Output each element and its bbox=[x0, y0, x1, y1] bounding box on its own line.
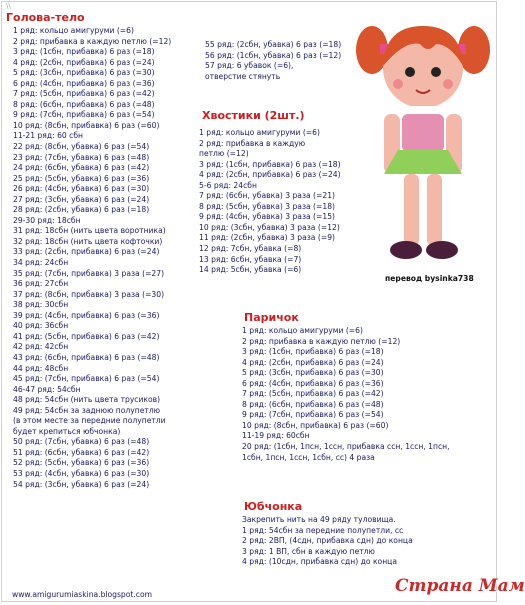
skirt-row: 3 ряд: 1 ВП, сбн в каждую петлю bbox=[242, 546, 375, 556]
head-body-row: 22 ряд: (8сбн, убавка) 6 раз (=54) bbox=[13, 142, 150, 152]
head-body-row: 33 ряд: (2сбн, прибавка) 6 раз (=24) bbox=[13, 247, 160, 257]
wig-title: Паричок bbox=[244, 311, 299, 324]
head-body-row: 42 ряд: 42сбн bbox=[13, 342, 69, 352]
ponytails-row: 13 ряд: 6сбн, убавка (=7) bbox=[199, 254, 302, 264]
head-body-row: 24 ряд: (6сбн, убавка) 6 раз (=42) bbox=[13, 163, 150, 173]
head-body-row: 8 ряд: (6сбн, прибавка) 6 раз (=48) bbox=[13, 99, 155, 109]
wig-row: 5 ряд: (3сбн, прибавка) 6 раз (=30) bbox=[242, 368, 384, 378]
doll-left-eye bbox=[405, 67, 415, 77]
head-body-row: 51 ряд: (6сбн, убавка) 6 раз (=42) bbox=[13, 447, 150, 457]
head-body-row: 39 ряд: (4сбн, прибавка) 6 раз (=36) bbox=[13, 310, 160, 320]
head-body-row: будет крепиться юбчонка) bbox=[13, 426, 121, 436]
head-body-row: 34 ряд: 24сбн bbox=[13, 258, 69, 268]
head-body-row: 35 ряд: (7сбн, прибавка) 3 раза (=27) bbox=[13, 268, 165, 278]
doll-left-cheek bbox=[393, 79, 403, 89]
wig-row: 2 ряд: прибавка в каждую петлю (=12) bbox=[242, 336, 401, 346]
head-body-row: 4 ряд: (2сбн, прибавка) 6 раз (=24) bbox=[13, 57, 155, 67]
head-body-row: 31 ряд: 18сбн (нить цвета воротника) bbox=[13, 226, 166, 236]
head-body-row: 3 ряд: (1сбн, прибавка) 6 раз (=18) bbox=[13, 47, 155, 57]
doll-right-leg bbox=[427, 174, 442, 246]
wig-row: 1сбн, 1псн, 1ссн, 1сбн, сс) 4 раза bbox=[242, 452, 375, 462]
wig-row: 8 ряд: (6сбн, прибавка) 6 раз (=48) bbox=[242, 399, 384, 409]
head-body-row: 6 ряд: (4сбн, прибавка) 6 раз (=36) bbox=[13, 78, 155, 88]
head-body-row: 26 ряд: (4сбн, убавка) 6 раз (=30) bbox=[13, 184, 150, 194]
ponytails-row: 5-6 ряд: 24сбн bbox=[199, 180, 257, 190]
ponytails-row: 8 ряд: (5сбн, убавка) 3 раза (=18) bbox=[199, 201, 335, 211]
head-body-row: 50 ряд: (7сбн, убавка) 6 раз (=48) bbox=[13, 437, 150, 447]
ponytails-row: 4 ряд: (2сбн, прибавка) 6 раз (=24) bbox=[199, 170, 341, 180]
ponytails-row: 14 ряд: 5сбн, убавка (=6) bbox=[199, 265, 302, 275]
head-body-cont-rows bbox=[205, 40, 341, 82]
ponytails-row: 11 ряд: (2сбн, убавка) 3 раза (=9) bbox=[199, 233, 335, 243]
head-body-row: 36 ряд: 27сбн bbox=[13, 279, 69, 289]
wig-rows bbox=[242, 326, 450, 463]
ponytails-row: 3 ряд: (1сбн, прибавка) 6 раз (=18) bbox=[199, 159, 341, 169]
wig-row: 10 ряд: (8сбн, прибавка) 6 раз (=60) bbox=[242, 420, 389, 430]
skirt-row: Закрепить нить на 49 ряду туловища. bbox=[242, 515, 396, 524]
wig-row: 7 ряд: (5сбн, прибавка) 6 раз (=42) bbox=[242, 389, 384, 399]
head-body-row: 37 ряд: (8сбн, прибавка) 3 раза (=30) bbox=[13, 289, 165, 299]
website-link[interactable]: www.amigurumiaskina.blogspot.com bbox=[12, 590, 153, 599]
doll-photo bbox=[350, 10, 496, 272]
ponytails-row: 10 ряд: (3сбн, убавка) 3 раза (=12) bbox=[199, 222, 340, 232]
head-body-row: 32 ряд: 18сбн (нить цвета кофточки) bbox=[13, 236, 163, 246]
corner-mark: \\ bbox=[6, 2, 11, 10]
doll-image bbox=[350, 10, 496, 272]
ponytails-row: 7 ряд: (6сбн, убавка) 3 раза (=21) bbox=[199, 191, 335, 201]
wig-row: 1 ряд: кольцо амигуруми (=6) bbox=[242, 326, 363, 335]
head-body-row: 49 ряд: 54сбн за заднюю полупетлю bbox=[13, 405, 161, 415]
doll-left-shoe bbox=[390, 241, 422, 259]
head-body-row: 23 ряд: (7сбн, убавка) 6 раз (=48) bbox=[13, 152, 150, 162]
head-body-row: 25 ряд: (5сбн, убавка) 6 раз (=36) bbox=[13, 173, 150, 183]
head-body-row: 9 ряд: (7сбн, прибавка) 6 раз (=54) bbox=[13, 110, 155, 120]
skirt-rows bbox=[242, 515, 413, 568]
wig-row: 4 ряд: (2сбн, прибавка) 6 раз (=24) bbox=[242, 357, 384, 367]
head-body-row: 11-21 ряд: 60 сбн bbox=[13, 131, 83, 141]
ponytails-row: 12 ряд: 7сбн, убавка (=8) bbox=[199, 244, 302, 254]
wig-row: 11-19 ряд: 60сбн bbox=[242, 431, 310, 441]
doll-right-shoe bbox=[426, 241, 458, 259]
head-body-row: 29-30 ряд: 18сбн bbox=[13, 215, 81, 225]
head-body-row: (в этом месте за передние полупетли bbox=[13, 416, 166, 426]
doll-top bbox=[402, 114, 444, 152]
skirt-title: Юбчонка bbox=[244, 500, 303, 513]
doll-right-cheek bbox=[443, 79, 453, 89]
doll-collar bbox=[408, 106, 438, 114]
wig-row: 6 ряд: (4сбн, прибавка) 6 раз (=36) bbox=[242, 378, 384, 388]
skirt-row: 1 ряд: 54сбн за передние полупетли, сс bbox=[242, 525, 404, 535]
head-body-row: 40 ряд: 36сбн bbox=[13, 321, 69, 331]
head-body-row: 7 ряд: (5сбн, прибавка) 6 раз (=42) bbox=[13, 89, 155, 99]
head-body-rows bbox=[13, 26, 171, 490]
head-body-cont-row: 57 ряд: 6 убавок (=6), bbox=[205, 61, 294, 71]
ponytails-row: 2 ряд: прибавка в каждую bbox=[199, 138, 306, 148]
head-body-row: 38 ряд: 30сбн bbox=[13, 300, 69, 310]
head-body-row: 52 ряд: (5сбн, убавка) 6 раз (=36) bbox=[13, 458, 150, 468]
head-body-cont-row: 55 ряд: (2сбн, убавка) 6 раз (=18) bbox=[205, 40, 342, 49]
ponytails-rows bbox=[199, 128, 341, 276]
head-body-row: 46-47 ряд: 54сбн bbox=[13, 384, 81, 394]
head-body-row: 2 ряд: прибавка в каждую петлю (=12) bbox=[13, 36, 172, 46]
head-body-cont-row: отверстие стянуть bbox=[205, 71, 281, 81]
ponytails-row: петлю (=12) bbox=[199, 149, 249, 159]
head-body-row: 1 ряд: кольцо амигуруми (=6) bbox=[13, 26, 134, 35]
head-body-row: 41 ряд: (5сбн, прибавка) 6 раз (=42) bbox=[13, 331, 160, 341]
wig-row: 9 ряд: (7сбн, прибавка) 6 раз (=54) bbox=[242, 410, 384, 420]
head-body-row: 45 ряд: (7сбн, прибавка) 6 раз (=54) bbox=[13, 374, 160, 384]
head-body-row: 10 ряд: (8сбн, прибавка) 6 раз (=60) bbox=[13, 120, 160, 130]
skirt-row: 2 ряд: 2ВП, (4сдн, прибавка сдн) до конца bbox=[242, 536, 413, 546]
head-body-row: 54 ряд: (3сбн, убавка) 6 раз (=24) bbox=[13, 479, 150, 489]
wig-row: 3 ряд: (1сбн, прибавка) 6 раз (=18) bbox=[242, 347, 384, 357]
ponytails-row: 1 ряд: кольцо амигуруми (=6) bbox=[199, 128, 320, 137]
wig-row: 20 ряд: (1сбн, 1псн, 1ссн, прибавка ссн, 1ссн, 1псн, bbox=[242, 442, 450, 452]
head-body-row: 48 ряд: 54сбн (нить цвета трусиков) bbox=[13, 395, 161, 405]
doll-right-eye bbox=[431, 67, 441, 77]
ponytails-row: 9 ряд: (4сбн, убавка) 3 раза (=15) bbox=[199, 212, 335, 222]
head-body-title: Голова-тело bbox=[6, 11, 85, 24]
head-body-cont-row: 56 ряд: (1сбн, убавка) 6 раз (=12) bbox=[205, 50, 342, 60]
ponytails-title: Хвостики (2шт.) bbox=[202, 109, 305, 122]
watermark-logo: Страна Мам bbox=[395, 576, 525, 596]
head-body-row: 44 ряд: 48сбн bbox=[13, 363, 69, 373]
photo-caption: перевод bysinka738 bbox=[385, 274, 474, 283]
head-body-row: 5 ряд: (3сбн, прибавка) 6 раз (=30) bbox=[13, 68, 155, 78]
head-body-row: 43 ряд: (6сбн, прибавка) 6 раз (=48) bbox=[13, 352, 160, 362]
doll-left-leg bbox=[404, 174, 419, 246]
skirt-row: 4 ряд: (10сдн, прибавка сдн) до конца bbox=[242, 557, 397, 567]
head-body-row: 53 ряд: (4сбн, убавка) 6 раз (=30) bbox=[13, 468, 150, 478]
head-body-row: 28 ряд: (2сбн, убавка) 6 раз (=18) bbox=[13, 205, 150, 215]
head-body-row: 27 ряд: (3сбн, убавка) 6 раз (=24) bbox=[13, 194, 150, 204]
